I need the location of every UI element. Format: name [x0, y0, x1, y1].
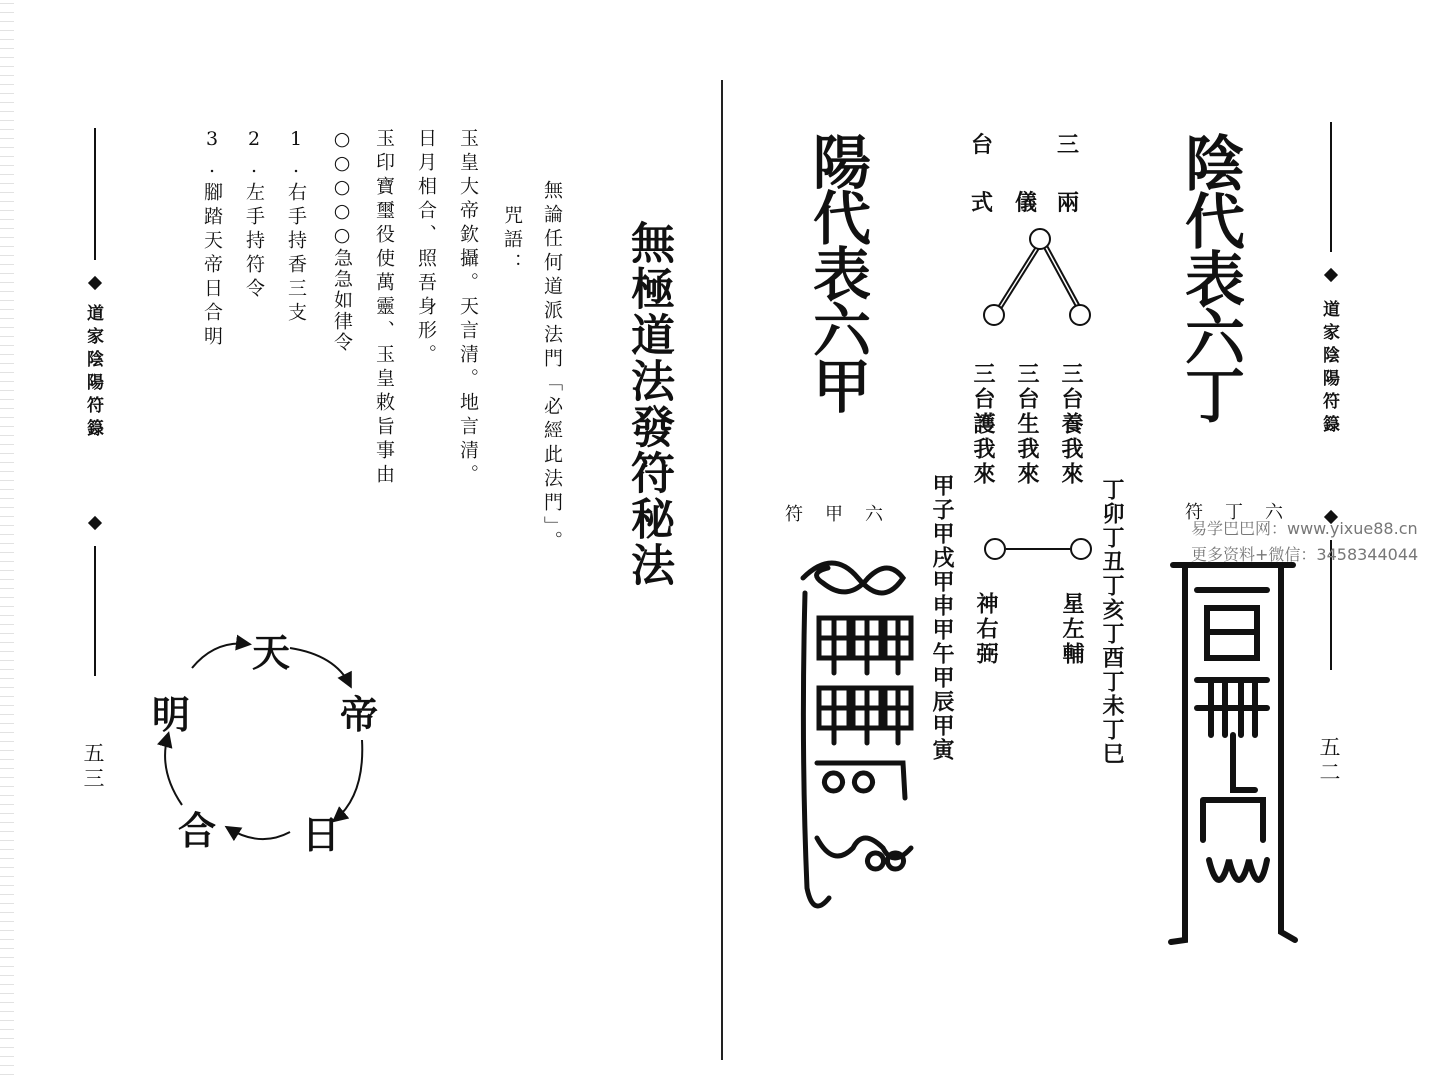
- step-2: 2.左手持符令: [243, 128, 265, 302]
- cycle-char-ming: 明: [152, 692, 191, 737]
- running-head: 道家陰陽符籙: [83, 304, 103, 442]
- incantation-line-1: 玉皇大帝欽攝。天言清。地言清。: [457, 128, 479, 488]
- right-page: [723, 0, 1446, 1080]
- liangyi-node-left: [983, 304, 1005, 326]
- liangyi-node-top: [1029, 228, 1051, 250]
- god-right-bi: 神右弼: [973, 592, 999, 667]
- liujia-talisman-label: 六甲符: [785, 504, 905, 525]
- running-head-rule-top: [94, 128, 96, 260]
- diagram-header-yi: 儀: [1015, 190, 1038, 216]
- diagram-header-tai: 台: [971, 132, 994, 158]
- incantation-line-4: ○○○○○急急如律令: [331, 128, 353, 353]
- liuding-talisman-label: 六丁符: [1185, 502, 1305, 523]
- step-3: 3.腳踏天帝日合明: [201, 128, 223, 350]
- star-left-fu: 星左輔: [1059, 592, 1085, 667]
- liuding-talisman-icon: [1163, 560, 1303, 950]
- intro-line: 無論任何道派法門「必經此法門」。: [541, 180, 563, 555]
- liujia-list: 甲子甲戌甲申甲午甲辰甲寅: [929, 474, 955, 762]
- liuding-list: 丁卯丁丑丁亥丁酉丁未丁巳: [1099, 478, 1125, 766]
- diamond-ornament-icon: [88, 516, 102, 530]
- diagram-header-san: 三: [1057, 132, 1080, 158]
- star-god-connector: [1006, 548, 1070, 550]
- diagram-header-liang: 兩: [1057, 190, 1080, 216]
- running-head-rule-top: [1330, 122, 1332, 252]
- cycle-char-ri: 日: [302, 812, 341, 857]
- spell-label: 咒語：: [501, 205, 523, 277]
- diagram-header-shi: 式: [971, 190, 994, 216]
- cycle-char-tian: 天: [252, 630, 291, 675]
- liujia-talisman-icon: [793, 548, 923, 938]
- running-head-rule-bottom: [94, 546, 96, 676]
- incantation-line-2: 日月相合、照吾身形。: [415, 128, 437, 368]
- star-god-node-right: [1070, 538, 1092, 560]
- watermark-line-1: 易学巴巴网：www.yixue88.cn: [1191, 519, 1418, 538]
- yang-title: 陽代表六甲: [803, 132, 871, 412]
- diamond-ornament-icon: [1324, 268, 1338, 282]
- star-god-node-left: [984, 538, 1006, 560]
- yin-title: 陰代表六丁: [1175, 132, 1245, 422]
- section-title: 無極道法發符秘法: [623, 220, 674, 588]
- page-number: 五二: [1317, 736, 1341, 786]
- santai-line-2: 三台生我來: [1014, 362, 1040, 487]
- liangyi-node-right: [1069, 304, 1091, 326]
- step-1: 1.右手持香三支: [285, 128, 307, 326]
- running-head: 道家陰陽符籙: [1319, 300, 1339, 438]
- cycle-char-di: 帝: [340, 692, 379, 737]
- santai-line-1: 三台養我來: [1058, 362, 1084, 487]
- incantation-line-3: 玉印寶璽役使萬靈、玉皇敕旨事由: [373, 128, 395, 488]
- diamond-ornament-icon: [88, 276, 102, 290]
- santai-line-3: 三台護我來: [970, 362, 996, 487]
- cycle-char-he: 合: [178, 808, 217, 853]
- watermark-line-2: 更多资料+微信：3458344044: [1191, 545, 1419, 564]
- page-number: 五三: [81, 742, 105, 792]
